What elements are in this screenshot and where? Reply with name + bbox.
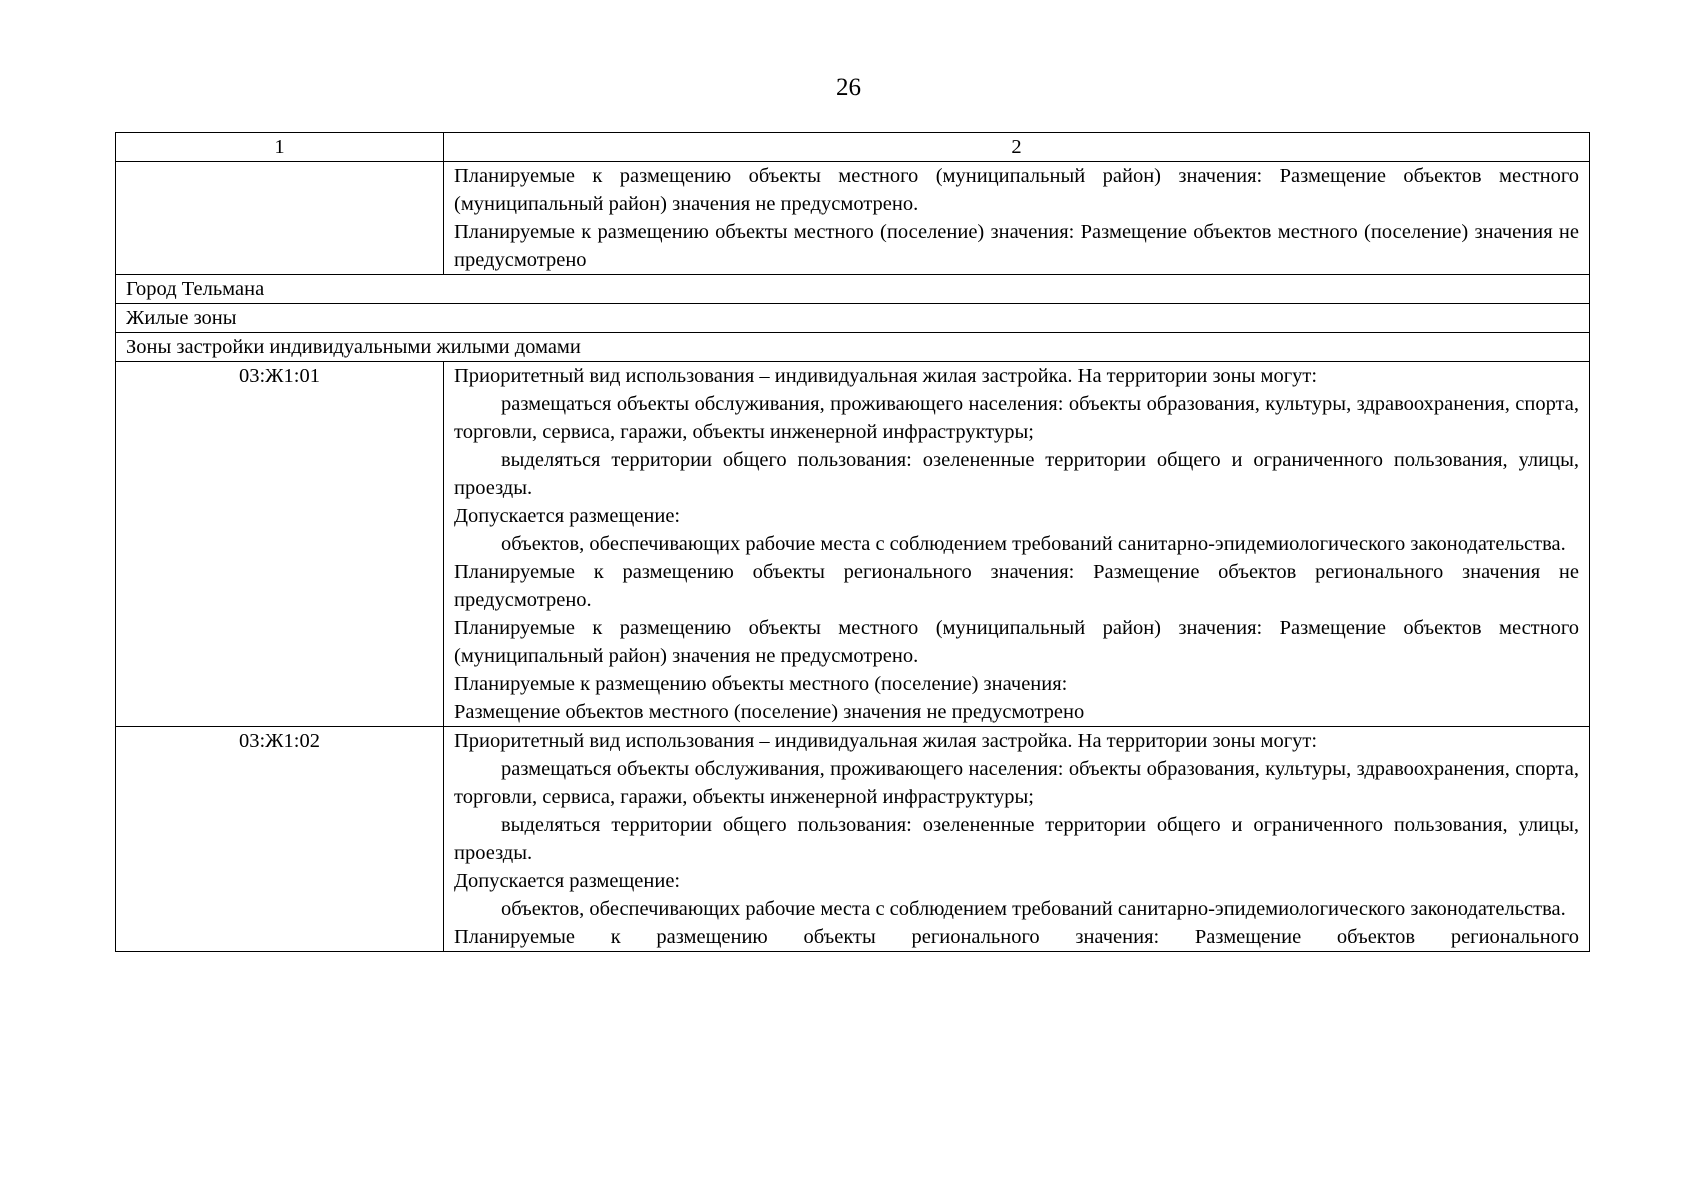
description-paragraph: выделяться территории общего пользования: озелененные территории общего и ограниченного пользования, улицы, проезды. (454, 449, 1579, 499)
page-number: 26 (836, 74, 861, 101)
description-paragraph: Планируемые к размещению объекты регионального значения: Размещение объектов регионального (454, 926, 1579, 948)
cont-row-description-cell (444, 162, 1590, 275)
description-paragraph: Планируемые к размещению объекты регионального значения: Размещение объектов регионального значения не предусмотрено. (454, 561, 1579, 611)
table-row (116, 727, 1590, 952)
table-row (116, 362, 1590, 727)
zone-code: 03:Ж1:01 (116, 362, 444, 727)
section-row-subzones (116, 333, 1590, 362)
table-header-row (116, 133, 1590, 162)
table-row (116, 162, 1590, 275)
cont-row-code-cell (116, 162, 444, 275)
description-paragraph: объектов, обеспечивающих рабочие места с соблюдением требований санитарно-эпидемиологического законодательства. (501, 898, 1566, 920)
description-paragraph: объектов, обеспечивающих рабочие места с соблюдением требований санитарно-эпидемиологического законодательства. (501, 533, 1566, 555)
description-paragraph: Допускается размещение: (454, 505, 681, 527)
section-row-city (116, 275, 1590, 304)
zone-description-cell (444, 727, 1590, 952)
description-paragraph: Приоритетный вид использования – индивидуальная жилая застройка. На территории зоны могут: (454, 365, 1318, 387)
description-paragraph: Приоритетный вид использования – индивидуальная жилая застройка. На территории зоны могут: (454, 730, 1318, 752)
description-paragraph: Планируемые к размещению объекты местного (муниципальный район) значения: Размещение объектов местного (муниципальный район) значения не предусмотрено. (454, 617, 1579, 667)
description-paragraph: Допускается размещение: (454, 870, 681, 892)
zone-description-cell (444, 362, 1590, 727)
section-title-city: Город Тельмана (116, 275, 1590, 304)
description-paragraph: Размещение объектов местного (поселение) значения не предусмотрено (454, 701, 1085, 723)
header-col-1: 1 (116, 133, 444, 162)
zoning-table (115, 132, 1590, 952)
description-paragraph: Планируемые к размещению объекты местного (поселение) значения: (454, 673, 1068, 695)
description-paragraph: Планируемые к размещению объекты местного (муниципальный район) значения: Размещение объектов местного (муниципальный район) значения не предусмотрено. (454, 165, 1579, 215)
section-row-zones (116, 304, 1590, 333)
description-paragraph: выделяться территории общего пользования: озелененные территории общего и ограниченного пользования, улицы, проезды. (454, 814, 1579, 864)
description-paragraph: Планируемые к размещению объекты местного (поселение) значения: Размещение объектов местного (поселение) значения не предусмотрено (454, 221, 1579, 271)
section-title-subzones: Зоны застройки индивидуальными жилыми домами (116, 333, 1590, 362)
header-col-2: 2 (444, 133, 1590, 162)
description-paragraph: размещаться объекты обслуживания, проживающего населения: объекты образования, культуры, здравоохранения, спорта, торговли, сервиса, гаражи, объекты инженерной инфраструктуры; (454, 758, 1579, 808)
section-title-zones: Жилые зоны (116, 304, 1590, 333)
zone-code: 03:Ж1:02 (116, 727, 444, 952)
description-paragraph: размещаться объекты обслуживания, проживающего населения: объекты образования, культуры, здравоохранения, спорта, торговли, сервиса, гаражи, объекты инженерной инфраструктуры; (454, 393, 1579, 443)
